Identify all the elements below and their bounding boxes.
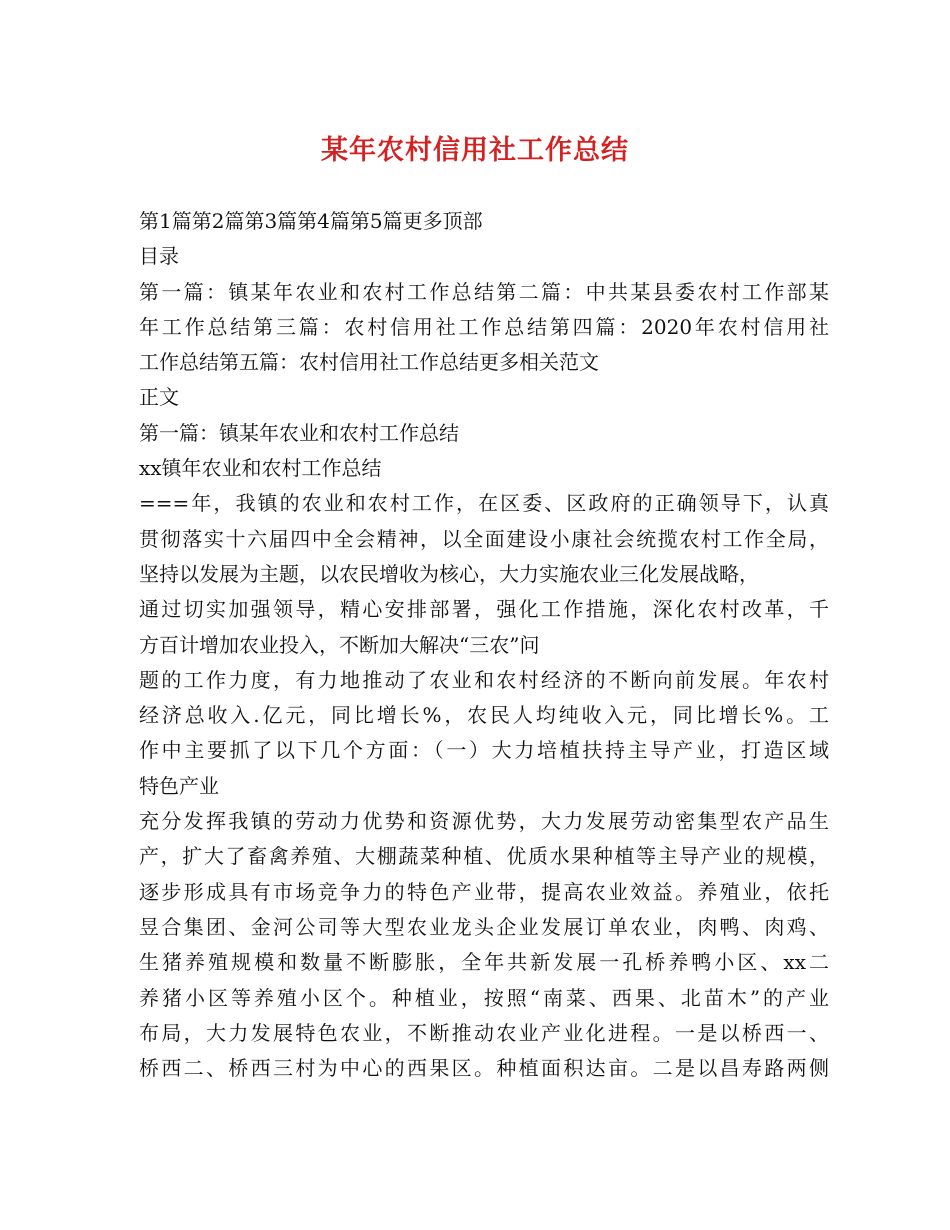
text-line: 题的工作力度，有力地推动了农业和农村经济的不断向前发展。年农村: [139, 667, 829, 692]
text-line: 通过切实加强领导，精心安排部署，强化工作措施，深化农村改革，千: [139, 597, 829, 622]
text-line: 养猪小区等养殖小区个。种植业，按照“南菜、西果、北苗木”的产业: [139, 985, 829, 1010]
text-line: 特色产业: [139, 773, 219, 798]
document-body: [139, 204, 829, 1086]
text-line: 方百计增加农业投入，不断加大解决“三农”问: [139, 632, 540, 657]
text-line: 布局，大力发展特色农业，不断推动农业产业化进程。一是以桥西一、: [139, 1020, 829, 1045]
text-line: ===年，我镇的农业和农村工作，在区委、区政府的正确领导下，认真: [139, 491, 829, 516]
text-line: 生猪养殖规模和数量不断膨胀，全年共新发展一孔桥养鸭小区、xx二: [139, 950, 829, 975]
text-line: 昱合集团、金河公司等大型农业龙头企业发展订单农业，肉鸭、肉鸡、: [139, 914, 829, 939]
text-line: 充分发挥我镇的劳动力优势和资源优势，大力发展劳动密集型农产品生: [139, 809, 829, 834]
text-line: 工作总结第五篇：农村信用社工作总结更多相关范文: [139, 350, 599, 375]
text-line: 第一篇：镇某年农业和农村工作总结: [139, 420, 459, 445]
text-line: 年工作总结第三篇：农村信用社工作总结第四篇：2020年农村信用社: [139, 314, 829, 339]
text-line: 贯彻落实十六届四中全会精神，以全面建设小康社会统揽农村工作全局，: [139, 526, 829, 551]
text-line: 正文: [139, 385, 179, 410]
text-line: xx镇年农业和农村工作总结: [139, 456, 382, 481]
text-line: 经济总收入.亿元，同比增长%，农民人均纯收入元，同比增长%。工: [139, 703, 829, 728]
text-line: 作中主要抓了以下几个方面：（一）大力培植扶持主导产业，打造区域: [139, 738, 829, 763]
text-line: 坚持以发展为主题，以农民增收为核心，大力实施农业三化发展战略，: [139, 561, 759, 586]
text-line: 桥西二、桥西三村为中心的西果区。种植面积达亩。二是以昌寿路两侧: [139, 1056, 829, 1081]
text-line: 第一篇：镇某年农业和农村工作总结第二篇：中共某县委农村工作部某: [139, 279, 829, 304]
text-line: 第1篇第2篇第3篇第4篇第5篇更多顶部: [139, 209, 483, 233]
document-title: 某年农村信用社工作总结: [321, 135, 629, 166]
text-line: 逐步形成具有市场竞争力的特色产业带，提高农业效益。养殖业，依托: [139, 879, 829, 904]
text-line: 产，扩大了畜禽养殖、大棚蔬菜种植、优质水果种植等主导产业的规模，: [139, 844, 829, 869]
text-line: 目录: [139, 244, 179, 269]
